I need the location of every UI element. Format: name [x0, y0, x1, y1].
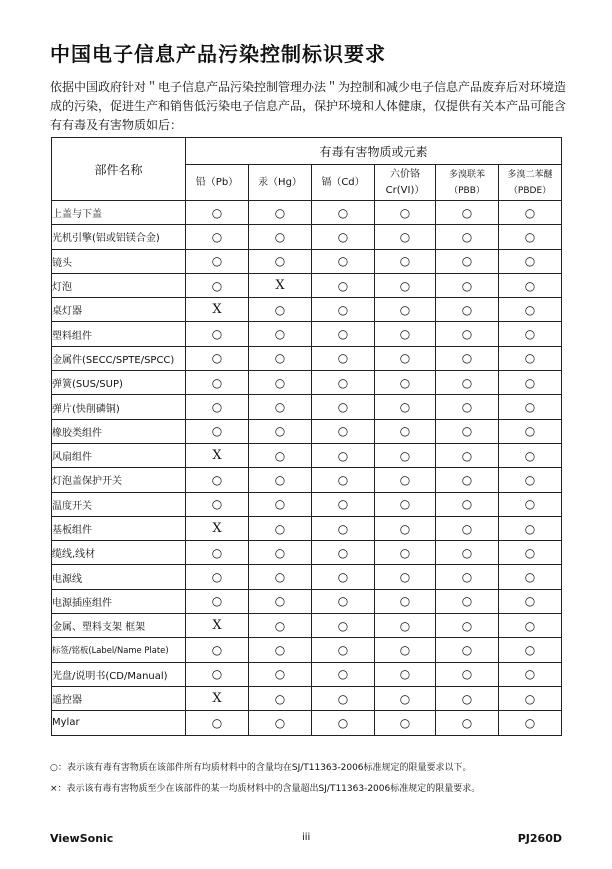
compliant-mark: ○ — [499, 468, 562, 492]
table-row — [52, 516, 562, 540]
compliant-mark: ○ — [375, 541, 436, 565]
part-name: 桌灯器 — [52, 298, 186, 322]
compliant-mark: ○ — [186, 346, 249, 370]
compliant-mark: ○ — [312, 589, 375, 613]
compliant-mark: ○ — [249, 346, 312, 370]
compliant-mark: ○ — [249, 614, 312, 638]
table-row — [52, 638, 562, 662]
table-row — [52, 565, 562, 589]
compliant-mark: ○ — [312, 225, 375, 249]
exceeds-mark: X — [186, 614, 249, 638]
compliant-mark: ○ — [436, 371, 499, 395]
compliant-mark: ○ — [312, 419, 375, 443]
compliant-mark: ○ — [375, 614, 436, 638]
table-row — [52, 711, 562, 735]
compliant-mark: ○ — [436, 686, 499, 710]
compliant-mark: ○ — [499, 711, 562, 735]
compliant-mark: ○ — [186, 249, 249, 273]
part-name: 镜头 — [52, 249, 186, 273]
table-row — [52, 346, 562, 370]
compliant-mark: ○ — [186, 662, 249, 686]
substance-name: 六价铬 — [390, 168, 420, 180]
compliant-mark: ○ — [436, 662, 499, 686]
compliant-mark: ○ — [186, 322, 249, 346]
footer-page-number: iii — [302, 832, 311, 843]
substance-name: 多溴联苯 — [448, 169, 485, 180]
substance-symbol: Cr(VI)） — [385, 184, 425, 196]
compliant-mark: ○ — [436, 249, 499, 273]
compliant-mark: ○ — [499, 225, 562, 249]
table-row — [52, 443, 562, 467]
parts-header: 部件名称 — [52, 138, 186, 201]
compliant-mark: ○ — [436, 225, 499, 249]
footer-model: PJ260D — [517, 832, 562, 845]
compliant-mark: ○ — [312, 395, 375, 419]
compliant-mark: ○ — [375, 492, 436, 516]
compliant-mark: ○ — [499, 249, 562, 273]
compliant-mark: ○ — [375, 565, 436, 589]
compliant-mark: ○ — [499, 371, 562, 395]
part-name: 光机引擎(铝或铝镁合金) — [52, 225, 186, 249]
table-row — [52, 589, 562, 613]
compliant-mark: ○ — [436, 638, 499, 662]
compliant-mark: ○ — [499, 322, 562, 346]
intro-paragraph: 依据中国政府针对＂电子信息产品污染控制管理办法＂为控制和减少电子信息产品废弃后对环境造成的污染，促进生产和销售低污染电子信息产品，保护环境和人体健康，仅提供有关本产品可能含有有毒及有害物质如后： — [50, 80, 567, 132]
compliant-mark: ○ — [499, 662, 562, 686]
compliant-mark: ○ — [249, 565, 312, 589]
table-row — [52, 249, 562, 273]
part-name: 温度开关 — [52, 492, 186, 516]
compliant-mark: ○ — [499, 298, 562, 322]
part-name: 风扇组件 — [52, 443, 186, 467]
compliant-mark: ○ — [499, 516, 562, 540]
compliant-mark: ○ — [499, 443, 562, 467]
compliant-mark: ○ — [186, 541, 249, 565]
compliant-mark: ○ — [499, 346, 562, 370]
compliant-mark: ○ — [436, 298, 499, 322]
footer-brand: ViewSonic — [50, 832, 114, 845]
compliant-mark: ○ — [375, 249, 436, 273]
substance-header — [499, 165, 562, 201]
compliant-mark: ○ — [375, 711, 436, 735]
compliant-mark: ○ — [375, 638, 436, 662]
compliant-mark: ○ — [186, 419, 249, 443]
compliant-mark: ○ — [186, 638, 249, 662]
compliant-mark: ○ — [375, 273, 436, 297]
compliant-mark: ○ — [436, 273, 499, 297]
compliant-mark: ○ — [436, 492, 499, 516]
compliant-mark: ○ — [436, 565, 499, 589]
compliant-mark: ○ — [436, 395, 499, 419]
compliant-mark: ○ — [249, 468, 312, 492]
compliant-mark: ○ — [312, 662, 375, 686]
part-name: 灯泡 — [52, 273, 186, 297]
compliant-mark: ○ — [312, 711, 375, 735]
table-row — [52, 614, 562, 638]
part-name: 弹片(快削磷铜) — [52, 395, 186, 419]
compliant-mark: ○ — [249, 516, 312, 540]
exceeds-mark: X — [249, 273, 312, 297]
compliant-mark: ○ — [249, 541, 312, 565]
substance-name: 多溴二苯醚 — [507, 169, 553, 180]
compliant-mark: ○ — [375, 516, 436, 540]
compliant-mark: ○ — [186, 565, 249, 589]
compliant-mark: ○ — [186, 201, 249, 225]
compliant-mark: ○ — [375, 201, 436, 225]
compliant-mark: ○ — [499, 492, 562, 516]
compliant-mark: ○ — [312, 468, 375, 492]
substance-header — [186, 165, 249, 201]
compliant-mark: ○ — [249, 201, 312, 225]
exceeds-mark: X — [186, 516, 249, 540]
compliant-mark: ○ — [499, 201, 562, 225]
table-row — [52, 201, 562, 225]
compliant-mark: ○ — [436, 346, 499, 370]
compliant-mark: ○ — [312, 371, 375, 395]
compliant-mark: ○ — [312, 638, 375, 662]
compliant-mark: ○ — [312, 614, 375, 638]
compliant-mark: ○ — [312, 443, 375, 467]
substance-symbol: （PBDE） — [508, 185, 552, 196]
part-name: 电源插座组件 — [52, 589, 186, 613]
compliant-mark: ○ — [249, 589, 312, 613]
compliant-mark: ○ — [312, 346, 375, 370]
substances-group-header: 有毒有害物质或元素 — [186, 138, 562, 165]
compliant-mark: ○ — [312, 201, 375, 225]
compliant-mark: ○ — [249, 249, 312, 273]
part-name: 光盘/说明书(CD/Manual) — [52, 662, 186, 686]
table-row — [52, 419, 562, 443]
compliant-mark: ○ — [436, 541, 499, 565]
exceeds-mark: X — [186, 443, 249, 467]
compliant-mark: ○ — [375, 468, 436, 492]
part-name: 上盖与下盖 — [52, 201, 186, 225]
compliant-mark: ○ — [375, 395, 436, 419]
compliant-mark: ○ — [312, 249, 375, 273]
compliant-mark: ○ — [186, 711, 249, 735]
table-row — [52, 298, 562, 322]
compliant-mark: ○ — [312, 541, 375, 565]
compliant-mark: ○ — [375, 589, 436, 613]
compliant-mark: ○ — [312, 565, 375, 589]
compliant-mark: ○ — [436, 516, 499, 540]
table-row — [52, 662, 562, 686]
compliant-mark: ○ — [249, 711, 312, 735]
compliant-mark: ○ — [186, 273, 249, 297]
compliant-mark: ○ — [499, 686, 562, 710]
part-name: 缆线,线材 — [52, 541, 186, 565]
part-name: 灯泡盖保护开关 — [52, 468, 186, 492]
table-row — [52, 273, 562, 297]
compliant-mark: ○ — [436, 443, 499, 467]
part-name: 遥控器 — [52, 686, 186, 710]
compliant-mark: ○ — [499, 638, 562, 662]
compliant-mark: ○ — [375, 662, 436, 686]
compliant-mark: ○ — [249, 322, 312, 346]
part-name: 标签/铭板(Label/Name Plate) — [52, 638, 186, 662]
table-row — [52, 395, 562, 419]
table-row — [52, 322, 562, 346]
compliant-mark: ○ — [499, 614, 562, 638]
compliant-mark: ○ — [249, 371, 312, 395]
compliant-mark: ○ — [312, 273, 375, 297]
compliant-mark: ○ — [249, 686, 312, 710]
compliant-mark: ○ — [375, 371, 436, 395]
substance-header — [436, 165, 499, 201]
compliant-mark: ○ — [436, 419, 499, 443]
substance-name: 铅（Pb） — [195, 176, 239, 188]
part-name: 金属、塑料支架 框架 — [52, 614, 186, 638]
compliant-mark: ○ — [186, 225, 249, 249]
compliant-mark: ○ — [436, 468, 499, 492]
page-title: 中国电子信息产品污染控制标识要求 — [50, 42, 386, 66]
compliant-mark: ○ — [249, 225, 312, 249]
part-name: 塑料组件 — [52, 322, 186, 346]
substance-name: 汞（Hg） — [258, 176, 302, 188]
substance-header — [375, 165, 436, 201]
exceeds-mark: X — [186, 298, 249, 322]
compliant-mark: ○ — [249, 395, 312, 419]
compliant-mark: ○ — [249, 298, 312, 322]
substance-symbol: （PBB） — [449, 185, 485, 196]
table-row — [52, 371, 562, 395]
compliant-mark: ○ — [436, 322, 499, 346]
compliant-mark: ○ — [499, 273, 562, 297]
compliant-mark: ○ — [186, 492, 249, 516]
compliant-mark: ○ — [186, 589, 249, 613]
table-row — [52, 468, 562, 492]
substance-header — [312, 165, 375, 201]
part-name: 金属件(SECC/SPTE/SPCC) — [52, 346, 186, 370]
compliant-mark: ○ — [312, 298, 375, 322]
compliant-mark: ○ — [499, 589, 562, 613]
compliant-mark: ○ — [436, 711, 499, 735]
compliant-mark: ○ — [312, 686, 375, 710]
compliant-mark: ○ — [312, 322, 375, 346]
compliant-mark: ○ — [249, 662, 312, 686]
table-row — [52, 686, 562, 710]
table-row — [52, 225, 562, 249]
compliant-mark: ○ — [436, 614, 499, 638]
compliant-mark: ○ — [375, 346, 436, 370]
compliant-mark: ○ — [375, 298, 436, 322]
part-name: Mylar — [52, 711, 186, 735]
compliant-mark: ○ — [375, 443, 436, 467]
compliant-mark: ○ — [186, 468, 249, 492]
note-circle: ○：表示该有毒有害物质在该部件所有均质材料中的含量均在SJ/T11363-2006标准规定的限量要求以下。 — [50, 763, 472, 773]
table-row — [52, 541, 562, 565]
compliant-mark: ○ — [375, 419, 436, 443]
compliant-mark: ○ — [249, 419, 312, 443]
compliant-mark: ○ — [249, 638, 312, 662]
part-name: 弹簧(SUS/SUP) — [52, 371, 186, 395]
compliant-mark: ○ — [186, 395, 249, 419]
hazardous-substances-table — [51, 137, 562, 736]
exceeds-mark: X — [186, 686, 249, 710]
part-name: 基板组件 — [52, 516, 186, 540]
compliant-mark: ○ — [499, 565, 562, 589]
compliant-mark: ○ — [186, 371, 249, 395]
table-row — [52, 492, 562, 516]
compliant-mark: ○ — [375, 322, 436, 346]
compliant-mark: ○ — [499, 419, 562, 443]
compliant-mark: ○ — [436, 589, 499, 613]
compliant-mark: ○ — [375, 686, 436, 710]
compliant-mark: ○ — [375, 225, 436, 249]
compliant-mark: ○ — [436, 201, 499, 225]
compliant-mark: ○ — [499, 395, 562, 419]
substance-header — [249, 165, 312, 201]
compliant-mark: ○ — [312, 516, 375, 540]
compliant-mark: ○ — [249, 492, 312, 516]
compliant-mark: ○ — [312, 492, 375, 516]
part-name: 橡胶类组件 — [52, 419, 186, 443]
note-cross: ×：表示该有毒有害物质至少在该部件的某一均质材料中的含量超出SJ/T11363-2006标准规定的限量要求。 — [50, 784, 481, 794]
part-name: 电源线 — [52, 565, 186, 589]
compliant-mark: ○ — [249, 443, 312, 467]
compliant-mark: ○ — [499, 541, 562, 565]
substance-name: 镉（Cd） — [321, 176, 365, 188]
